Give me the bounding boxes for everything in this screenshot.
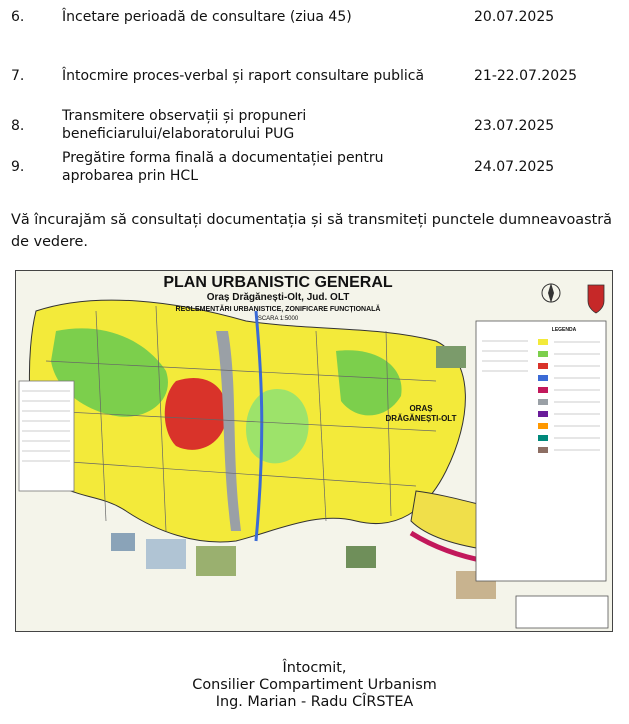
row-description bbox=[62, 149, 462, 185]
row-description-line: Încetare perioadă de consultare (ziua 45) bbox=[62, 9, 352, 25]
row-date: 20.07.2025 bbox=[474, 9, 555, 25]
legend-title: LEGENDA bbox=[551, 327, 577, 333]
row-date: 24.07.2025 bbox=[474, 159, 555, 175]
photo-thumbnail bbox=[436, 346, 466, 368]
row-description bbox=[62, 8, 462, 26]
row-description-line: beneficiarului/elaboratorului PUG bbox=[62, 126, 295, 142]
row-description bbox=[62, 67, 462, 85]
photo-thumbnail bbox=[146, 539, 186, 569]
map-drawing bbox=[16, 271, 612, 631]
row-number: 7. bbox=[11, 68, 25, 84]
row-date: 21-22.07.2025 bbox=[474, 68, 578, 84]
encouragement-paragraph: Vă încurajăm să consultați documentația și să transmiteți punctele dumneavoastră de vedere. bbox=[11, 212, 612, 250]
photo-thumbnail bbox=[346, 546, 376, 568]
row-number: 6. bbox=[11, 9, 25, 25]
row-description-line: Întocmire proces-verbal și raport consultare publică bbox=[62, 68, 425, 84]
map-scale: SCARA 1:5000 bbox=[257, 316, 299, 322]
map-subtitle: Oraș Drăgănești-Olt, Jud. OLT bbox=[206, 292, 350, 303]
row-date: 23.07.2025 bbox=[474, 118, 555, 134]
row-description-line: aprobarea prin HCL bbox=[62, 168, 198, 184]
signature-name: Ing. Marian - Radu CÎRSTEA bbox=[215, 694, 414, 710]
crest-icon bbox=[588, 285, 604, 313]
title-block bbox=[516, 596, 608, 628]
town-label: ORAȘ bbox=[409, 404, 433, 413]
row-description bbox=[62, 107, 462, 143]
row-description-line: Pregătire forma finală a documentației pentru bbox=[62, 150, 384, 166]
signature-block bbox=[0, 660, 629, 711]
row-number: 9. bbox=[11, 159, 25, 175]
urban-plan-map bbox=[15, 270, 613, 632]
row-number: 8. bbox=[11, 118, 25, 134]
signature-role: Consilier Compartiment Urbanism bbox=[192, 677, 437, 693]
photo-thumbnail bbox=[196, 546, 236, 576]
info-panel bbox=[19, 381, 74, 491]
map-subtitle-2: REGLEMENTĂRI URBANISTICE, ZONIFICARE FUNCȚIONALĂ bbox=[175, 306, 381, 313]
map-title: PLAN URBANISTIC GENERAL bbox=[163, 274, 393, 291]
photo-thumbnail bbox=[111, 533, 135, 551]
town-label-2: DRĂGĂNEȘTI-OLT bbox=[385, 414, 457, 423]
signature-line: Întocmit, bbox=[282, 660, 347, 676]
row-description-line: Transmitere observații și propuneri bbox=[62, 108, 307, 124]
